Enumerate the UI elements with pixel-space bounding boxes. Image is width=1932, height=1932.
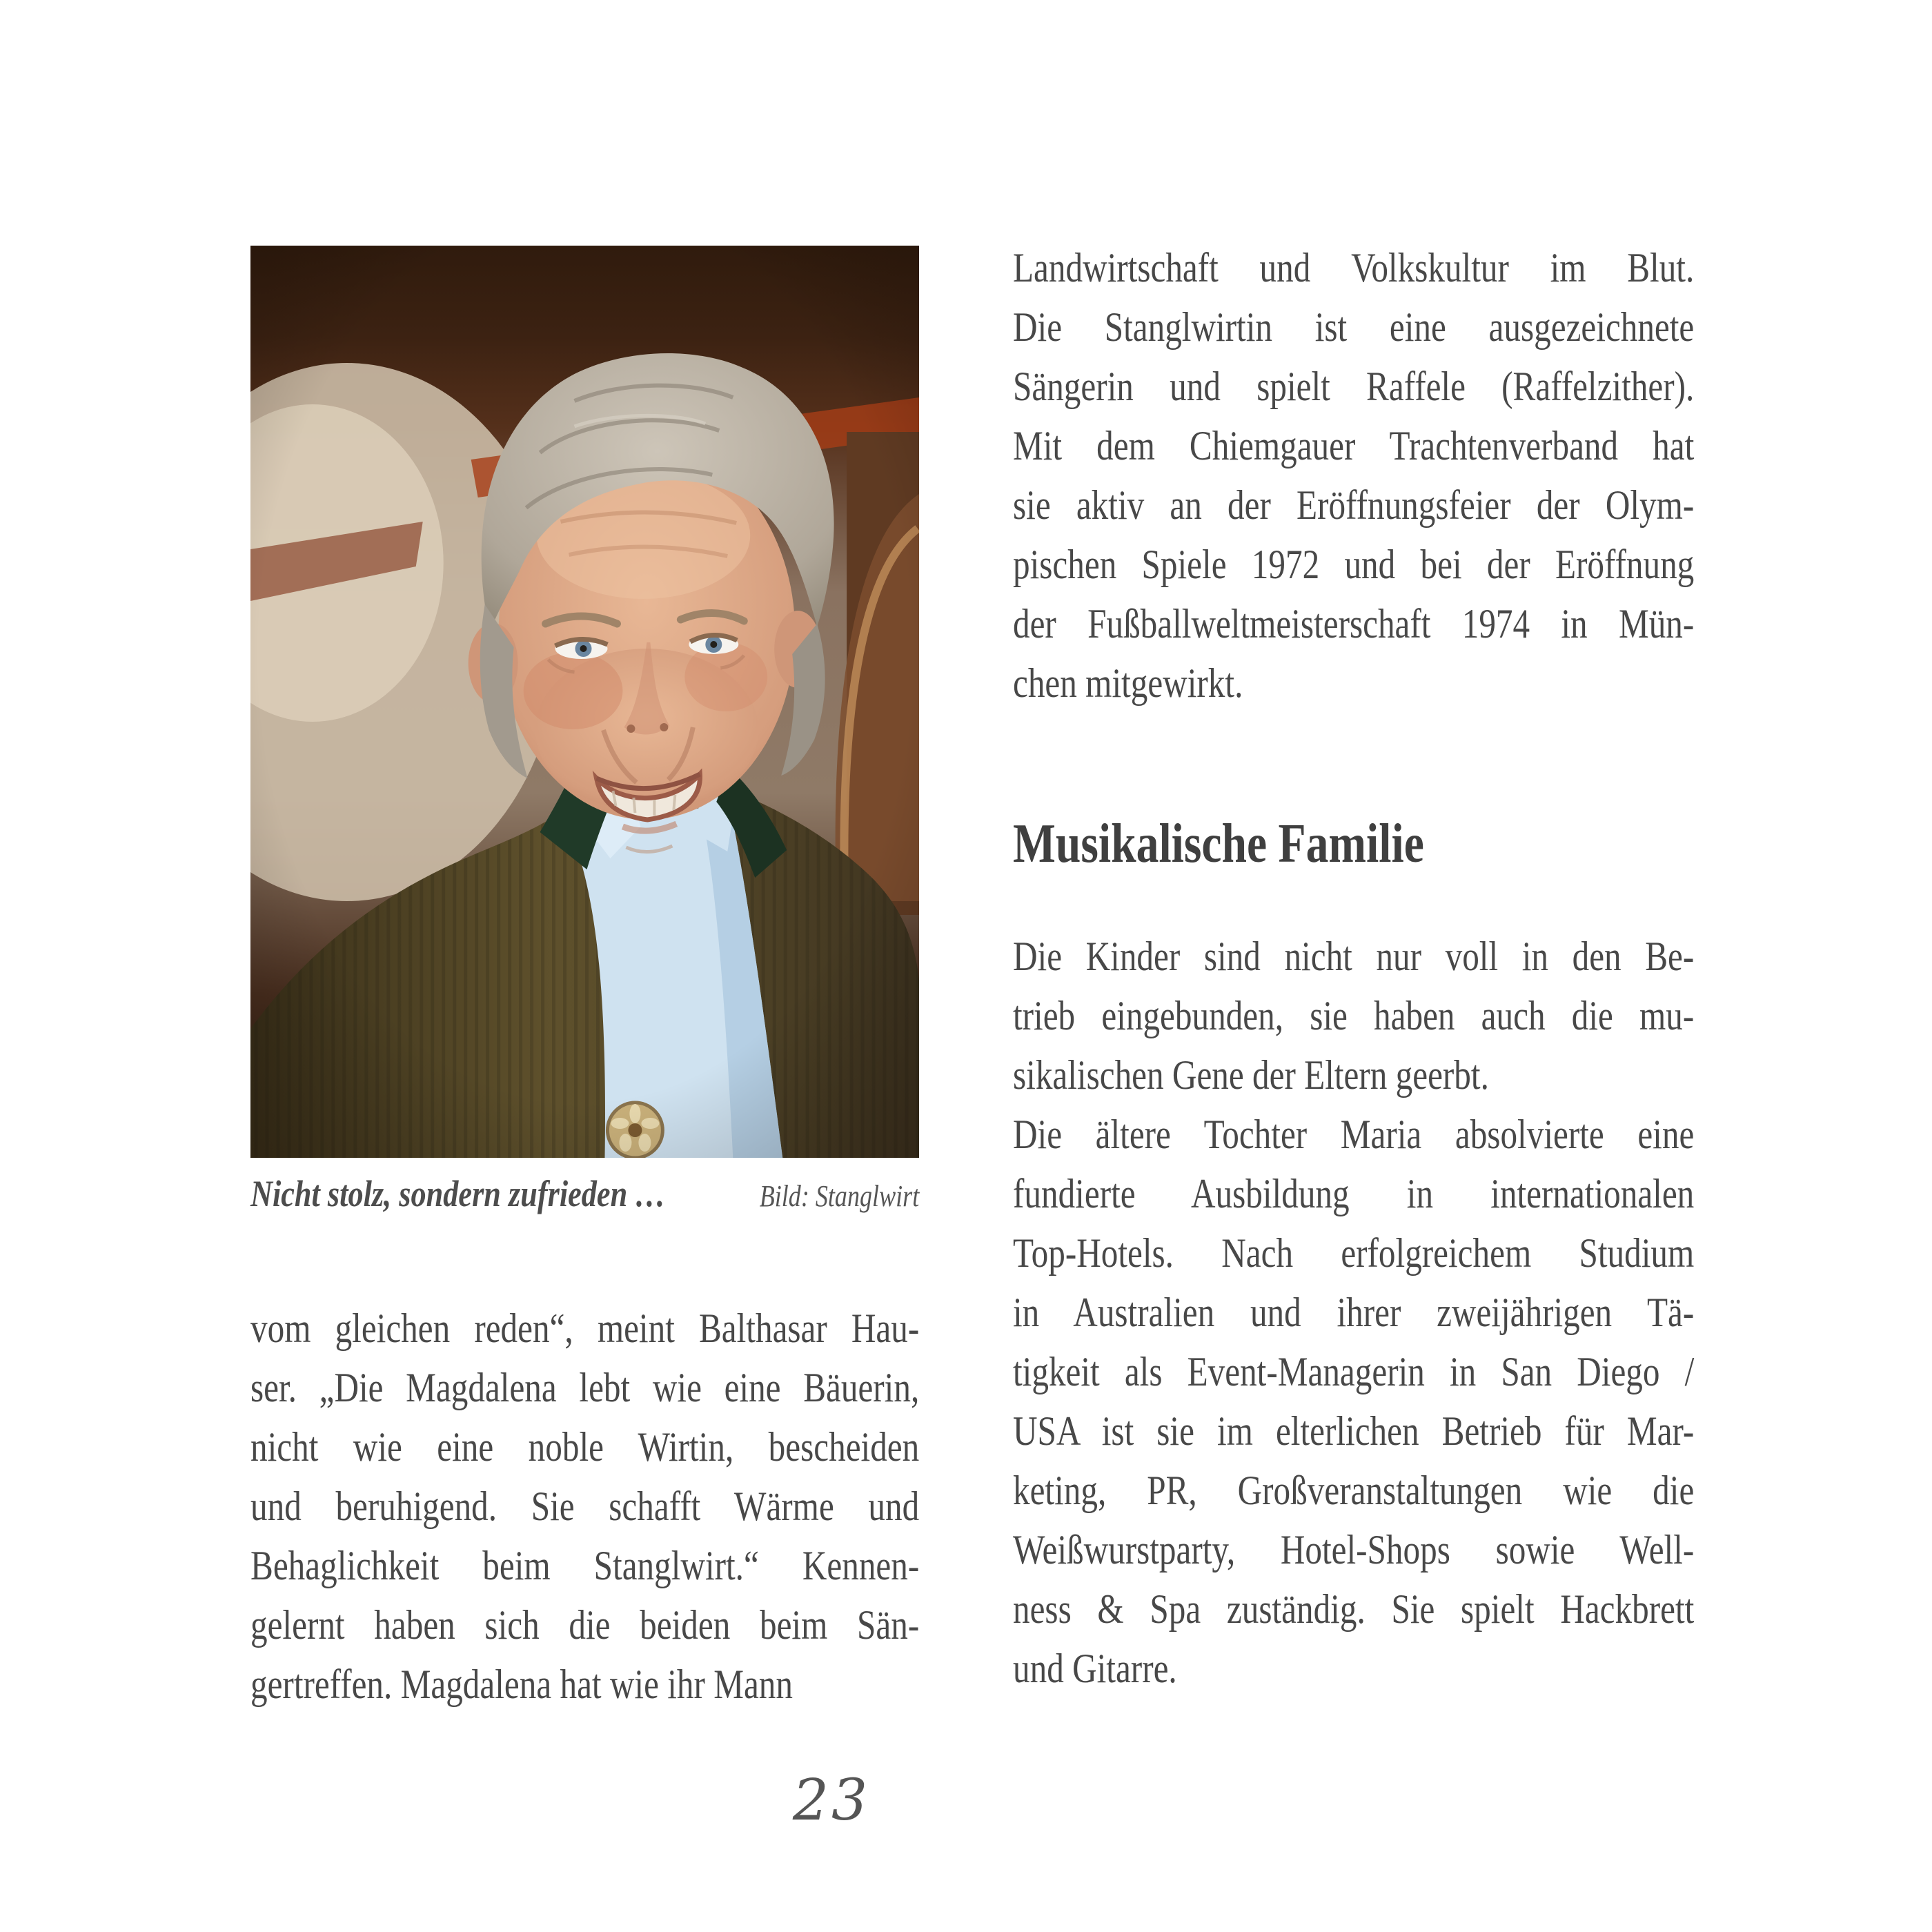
text-line: gelernt haben sich die beiden beim Sän-	[250, 1602, 920, 1648]
text-line: Die Kinder sind nicht nur voll in den Be-	[1013, 934, 1695, 979]
text-line: gertreffen. Magdalena hat wie ihr Mann	[250, 1662, 793, 1707]
left-paragraph	[250, 1299, 919, 1714]
photo-vignette	[250, 246, 919, 1158]
portrait-photo	[250, 246, 919, 1158]
text-line: fundierte Ausbildung in internationalen	[1013, 1171, 1695, 1216]
text-line: keting, PR, Großveranstaltungen wie die	[1013, 1468, 1695, 1513]
page-number: 23	[792, 1768, 871, 1833]
text-line: ness & Spa zuständig. Sie spielt Hackbrett	[1013, 1586, 1695, 1632]
right-paragraph-1	[1013, 238, 1694, 713]
text-line: Landwirtschaft und Volkskultur im Blut.	[1013, 245, 1695, 290]
text-line: Die Stanglwirtin ist eine ausgezeichnete	[1013, 304, 1695, 350]
text-line: pischen Spiele 1972 und bei der Eröffnung	[1013, 542, 1695, 587]
photo-figure	[250, 246, 919, 1158]
text-line: Mit dem Chiemgauer Trachtenverband hat	[1013, 423, 1695, 469]
text-line: und Gitarre.	[1013, 1646, 1177, 1691]
text-line: und beruhigend. Sie schafft Wärme und	[250, 1483, 920, 1529]
right-paragraph-2	[1013, 927, 1694, 1105]
text-line: Die ältere Tochter Maria absolvierte eine	[1013, 1112, 1695, 1157]
text-line: tigkeit als Event-Managerin in San Diego /	[1013, 1349, 1695, 1394]
photo-caption: Nicht stolz, sondern zufrieden …	[250, 1173, 666, 1214]
text-line: sie aktiv an der Eröffnungsfeier der Olym-	[1013, 482, 1695, 528]
text-line: in Australien und ihrer zweijährigen Tä-	[1013, 1290, 1695, 1335]
text-line: Top-Hotels. Nach erfolgreichem Studium	[1013, 1230, 1695, 1276]
left-column	[250, 1173, 919, 1714]
right-paragraph-3	[1013, 1105, 1694, 1698]
text-line: chen mitgewirkt.	[1013, 660, 1243, 706]
text-line: sikalischen Gene der Eltern geerbt.	[1013, 1052, 1489, 1098]
text-line: der Fußballweltmeisterschaft 1974 in Mün-	[1013, 601, 1695, 647]
text-line: USA ist sie im elterlichen Betrieb für Mar-	[1013, 1408, 1695, 1454]
text-line: vom gleichen reden“, meint Balthasar Hau-	[250, 1305, 920, 1351]
photo-credit: Bild: Stanglwirt	[759, 1179, 920, 1213]
text-line: ser. „Die Magdalena lebt wie eine Bäuerin,	[250, 1365, 920, 1410]
right-column	[1013, 238, 1694, 1698]
text-line: trieb eingebunden, sie haben auch die mu-	[1013, 993, 1695, 1038]
text-line: Sängerin und spielt Raffele (Raffelzither).	[1013, 364, 1695, 409]
text-line: Behaglichkeit beim Stanglwirt.“ Kennen-	[250, 1543, 920, 1588]
caption-row	[250, 1173, 919, 1217]
text-line: Weißwurstparty, Hotel-Shops sowie Well-	[1013, 1527, 1695, 1573]
text-line: nicht wie eine noble Wirtin, bescheiden	[250, 1424, 920, 1470]
section-heading: Musikalische Familie	[1013, 814, 1424, 874]
